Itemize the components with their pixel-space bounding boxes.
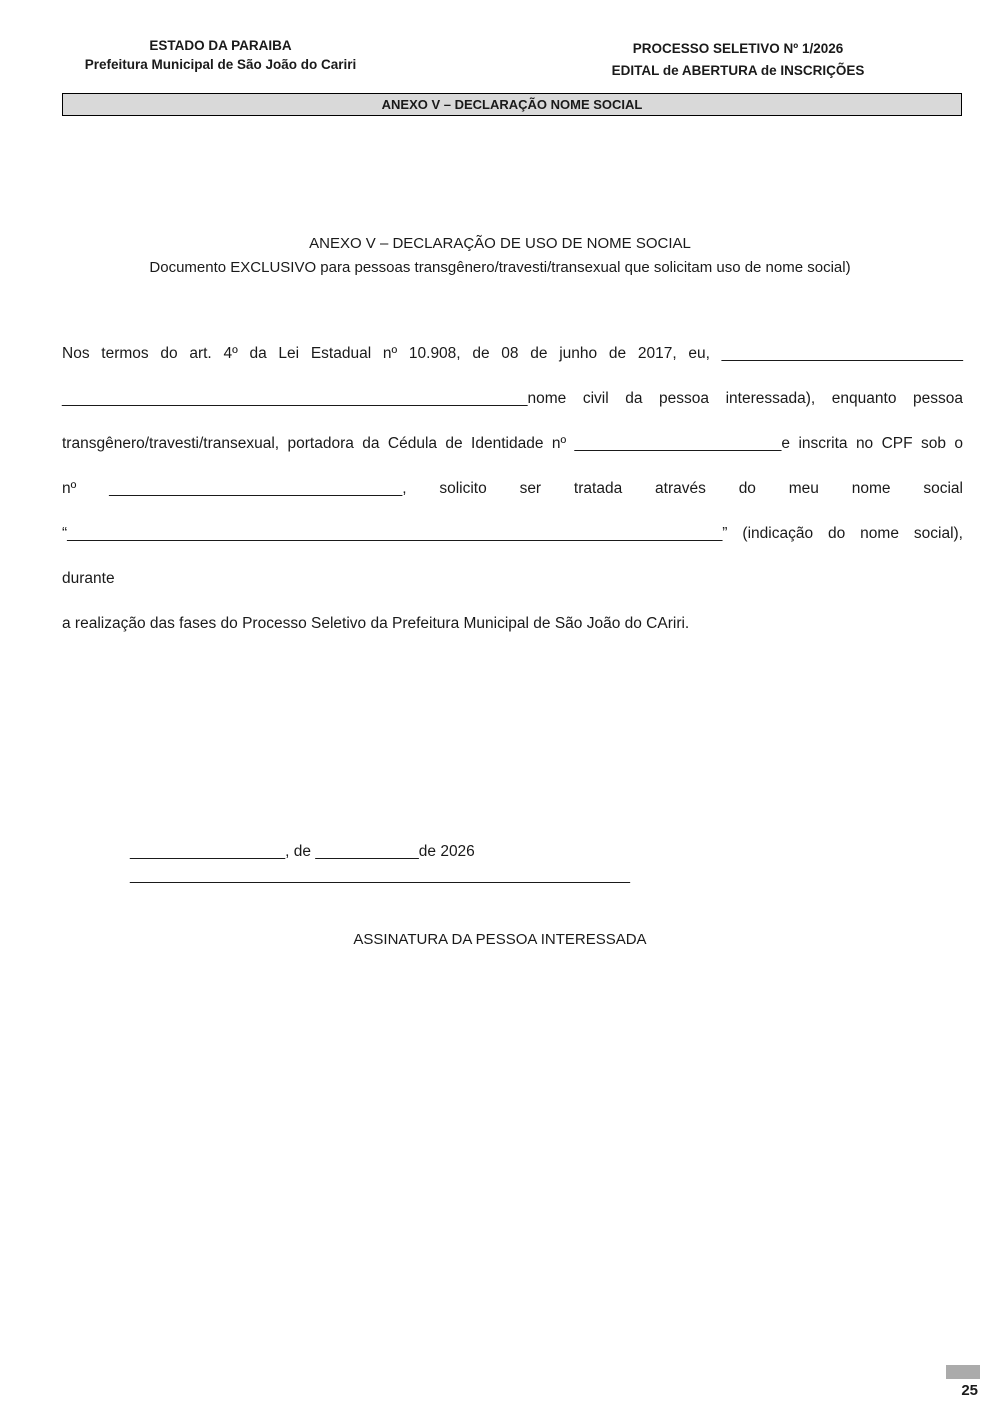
title-block bbox=[0, 232, 1000, 280]
signature-label: ASSINATURA DA PESSOA INTERESSADA bbox=[353, 931, 647, 948]
annex-subtitle: Documento EXCLUSIVO para pessoas transgênero/travesti/transexual que solicitam uso de nome social) bbox=[149, 259, 851, 276]
declaration-line-2: ______________________________________________________nome civil da pessoa interessada), enquanto pessoa bbox=[62, 390, 963, 407]
declaration-line-1: Nos termos do art. 4º da Lei Estadual nº 10.908, de 08 de junho de 2017, eu, ____________________________ bbox=[62, 345, 963, 362]
header-left bbox=[68, 36, 373, 74]
municipality-name: Prefeitura Municipal de São João do Cariri bbox=[84, 57, 357, 72]
process-title: PROCESSO SELETIVO Nº 1/2026 bbox=[632, 41, 844, 56]
footer-shaded-box bbox=[946, 1365, 980, 1379]
edital-subtitle: EDITAL de ABERTURA de INSCRIÇÕES bbox=[611, 63, 865, 78]
header-right bbox=[583, 38, 893, 82]
annex-title: ANEXO V – DECLARAÇÃO DE USO DE NOME SOCIAL bbox=[309, 235, 691, 252]
page-number: 25 bbox=[961, 1382, 978, 1399]
page-footer bbox=[944, 1365, 980, 1399]
declaration-line-5: “____________________________________________________________________________” (indicação do nome social), durante bbox=[62, 525, 963, 587]
declaration-line-3: transgênero/travesti/transexual, portadora da Cédula de Identidade nº ________________________e inscrita no CPF sob o bbox=[62, 435, 963, 452]
date-signature-line: __________________, de ____________de 2026 __________________________________________________________ bbox=[130, 843, 630, 884]
annex-banner: ANEXO V – DECLARAÇÃO NOME SOCIAL bbox=[62, 93, 962, 116]
declaration-line-4: nº __________________________________, solicito ser tratada através do meu nome social bbox=[62, 480, 963, 497]
declaration-body bbox=[62, 331, 963, 646]
state-name: ESTADO DA PARAIBA bbox=[149, 38, 292, 53]
declaration-line-6: a realização das fases do Processo Seletivo da Prefeitura Municipal de São João do CAriri. bbox=[62, 615, 690, 632]
